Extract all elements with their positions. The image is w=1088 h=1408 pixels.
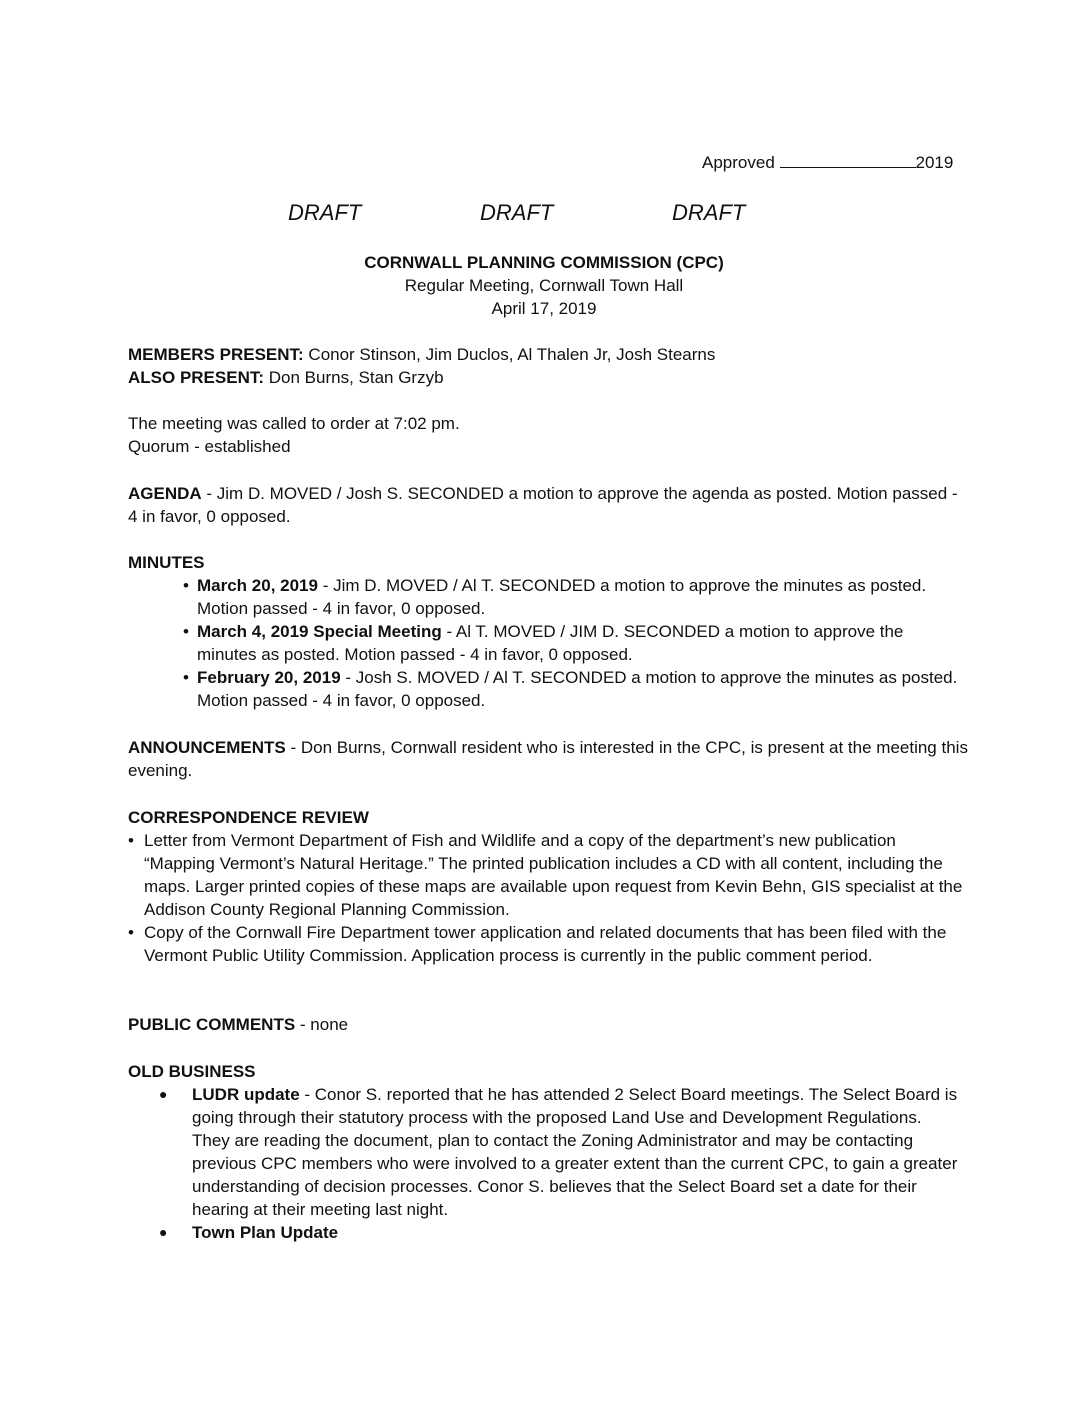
minutes-item-label: March 4, 2019 Special Meeting (197, 622, 442, 641)
members-present (128, 343, 968, 366)
old-business-item-label: Town Plan Update (192, 1223, 339, 1242)
minutes-heading: MINUTES (128, 553, 205, 572)
call-to-order: The meeting was called to order at 7:02 pm. (128, 414, 460, 433)
meeting-date: April 17, 2019 (491, 299, 597, 318)
list-item: • Copy of the Cornwall Fire Department tower application and related documents that has been filed with the Vermont Public Utility Commission. Application process is currently in the public comment period. (144, 921, 964, 967)
minutes-list (197, 574, 967, 712)
approved-label: Approved (702, 153, 775, 172)
attendance-section (128, 343, 968, 389)
approval-blank (780, 151, 916, 168)
meeting-subtitle: Regular Meeting, Cornwall Town Hall (404, 276, 684, 295)
draft-watermark-2: DRAFT (480, 200, 554, 225)
also-list: Don Burns, Stan Grzyb (264, 368, 444, 387)
old-business-item-text: - Conor S. reported that he has attended 2 Select Board meetings. The Select Board is going through their statutory process with the proposed Land Use and Development Regulations. They are reading the document, plan to contact the Zoning Administrator and may be contacting previous CPC members who were involved to a greater extent than the current CPC, to gain a greater understanding of decision processes. Conor S. believes that the Select Board set a date for their hearing at their meeting last night. (192, 1085, 958, 1219)
announcements-text: - Don Burns, Cornwall resident who is interested in the CPC, is present at the meeting this evening. (128, 738, 968, 780)
list-item: • Letter from Vermont Department of Fish and Wildlife and a copy of the department’s new publication “Mapping Vermont’s Natural Heritage.” The printed publication includes a CD with all content, including the maps. Larger printed copies of these maps are available upon request from Kevin Behn, GIS specialist at the Addison County Regional Planning Commission. (144, 829, 964, 921)
agenda-section (128, 482, 968, 528)
minutes-item-label: February 20, 2019 (197, 668, 341, 687)
approved-year: 2019 (915, 153, 954, 172)
correspondence-heading: CORRESPONDENCE REVIEW (128, 808, 369, 827)
old-business-item-label: LUDR update (192, 1085, 300, 1104)
public-comments-text: - none (295, 1015, 349, 1034)
correspondence-list (144, 829, 964, 967)
old-business-list (192, 1083, 962, 1244)
members-list: Conor Stinson, Jim Duclos, Al Thalen Jr, Josh Stearns (303, 345, 716, 364)
list-item (197, 574, 967, 620)
list-item (197, 620, 967, 666)
list-item (197, 666, 967, 712)
announcements-section (128, 736, 968, 782)
agenda-label: AGENDA (128, 484, 202, 503)
quorum: Quorum - established (128, 437, 291, 456)
also-present (128, 366, 968, 389)
agenda-text: - Jim D. MOVED / Josh S. SECONDED a motion to approve the agenda as posted. Motion passed - 4 in favor, 0 opposed. (128, 484, 958, 526)
approval-line (702, 151, 953, 174)
draft-watermark-1: DRAFT (288, 200, 362, 225)
opening-section (128, 412, 968, 458)
minutes-item-text: - Jim D. MOVED / Al T. SECONDED a motion to approve the minutes as posted. Motion passed - 4 in favor, 0 opposed. (197, 576, 927, 618)
announcements-label: ANNOUNCEMENTS (128, 738, 286, 757)
public-comments-label: PUBLIC COMMENTS (128, 1015, 296, 1034)
public-comments-section (128, 1013, 968, 1036)
old-business-heading: OLD BUSINESS (128, 1062, 256, 1081)
also-label: ALSO PRESENT: (128, 368, 265, 387)
minutes-item-text: - Josh S. MOVED / Al T. SECONDED a motion to approve the minutes as posted. Motion passed - 4 in favor, 0 opposed. (197, 668, 958, 710)
draft-watermark-3: DRAFT (672, 200, 746, 225)
minutes-item-label: March 20, 2019 (197, 576, 318, 595)
list-item (192, 1083, 962, 1221)
members-label: MEMBERS PRESENT: (128, 345, 304, 364)
document-header (0, 251, 1088, 320)
document-title: CORNWALL PLANNING COMMISSION (CPC) (364, 253, 724, 272)
minutes-item-text: - Al T. MOVED / JIM D. SECONDED a motion to approve the minutes as posted. Motion passed - 4 in favor, 0 opposed. (197, 622, 904, 664)
list-item (192, 1221, 962, 1244)
